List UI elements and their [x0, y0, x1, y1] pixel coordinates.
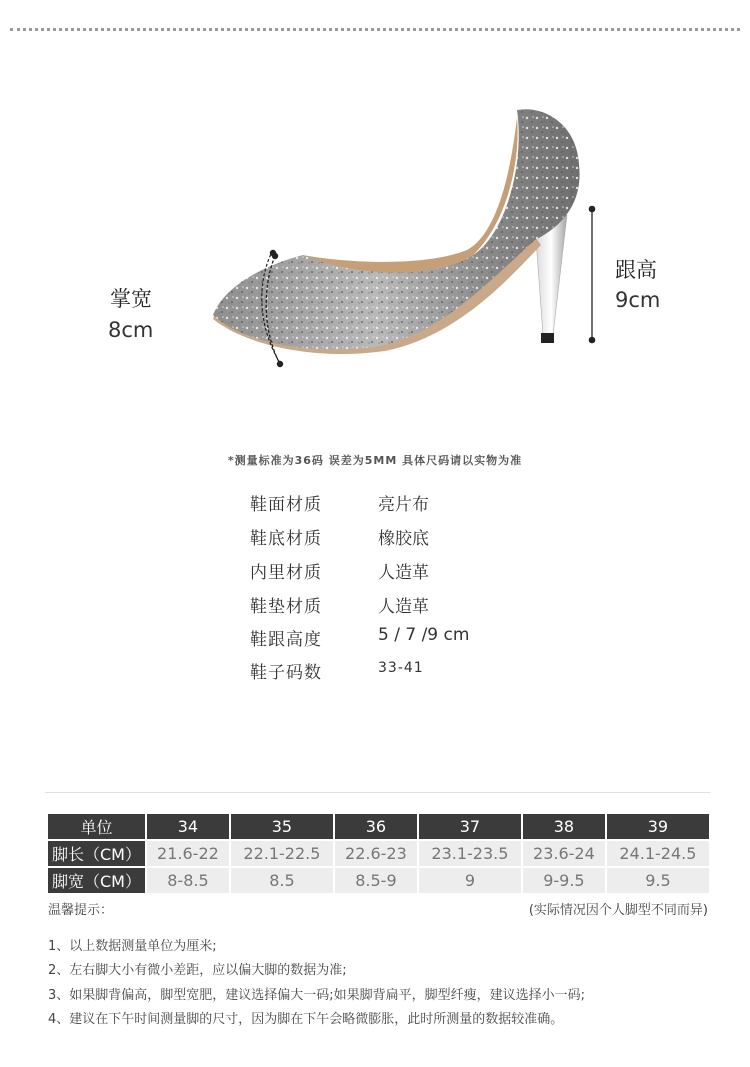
spec-key: 内里材质 — [250, 563, 322, 583]
size-chart-header-cell: 34 — [147, 814, 229, 839]
spec-key: 鞋面材质 — [250, 495, 322, 515]
palm-width-value: 8cm — [108, 318, 154, 342]
table-cell: 8.5 — [231, 868, 333, 893]
size-chart-header-cell: 38 — [523, 814, 605, 839]
table-row-label: 脚宽（CM） — [48, 868, 145, 893]
tip-item: 4、建议在下午时间测量脚的尺寸，因为脚在下午会略微膨胀，此时所测量的数据较准确。 — [48, 1012, 564, 1027]
table-cell: 21.6-22 — [147, 841, 229, 866]
size-chart-table — [46, 812, 711, 895]
size-chart-header-cell: 35 — [231, 814, 333, 839]
table-cell: 8-8.5 — [147, 868, 229, 893]
spec-row — [250, 524, 510, 548]
tip-item: 3、如果脚背偏高，脚型宽肥，建议选择偏大一码;如果脚背扁平，脚型纤瘦，建议选择小一码; — [48, 988, 586, 1003]
spec-key: 鞋跟高度 — [250, 630, 322, 650]
spec-row — [250, 658, 510, 682]
spec-row — [250, 592, 510, 616]
spec-value: 5 / 7 /9 cm — [378, 625, 470, 645]
palm-width-dimension-marker — [260, 240, 300, 370]
spec-row — [250, 490, 510, 514]
section-divider — [45, 792, 710, 793]
table-cell: 9.5 — [607, 868, 709, 893]
tip-item: 2、左右脚大小有微小差距，应以偏大脚的数据为准; — [48, 963, 347, 978]
tips-title: 温馨提示： — [48, 903, 114, 918]
spec-key: 鞋子码数 — [250, 663, 322, 683]
spec-value: 橡胶底 — [378, 529, 429, 549]
spec-row — [250, 558, 510, 582]
spec-row — [250, 625, 510, 649]
spec-key: 鞋底材质 — [250, 529, 322, 549]
table-cell: 23.1-23.5 — [419, 841, 521, 866]
size-chart-header-row — [48, 814, 709, 839]
spec-value: 人造革 — [378, 563, 429, 583]
table-cell: 22.1-22.5 — [231, 841, 333, 866]
tips-aside-note: (实际情况因个人脚型不同而异) — [528, 903, 708, 918]
measurement-note: *测量标准为36码 误差为5MM 具体尺码请以实物为准 — [227, 454, 523, 467]
table-cell: 22.6-23 — [335, 841, 417, 866]
table-row — [48, 841, 709, 866]
heel-height-dimension-marker — [584, 202, 600, 347]
table-cell: 9-9.5 — [523, 868, 605, 893]
spec-key: 鞋垫材质 — [250, 597, 322, 617]
top-dotted-divider — [10, 28, 740, 31]
table-row — [48, 868, 709, 893]
heel-height-title: 跟高 — [615, 258, 657, 282]
size-chart-header-cell: 39 — [607, 814, 709, 839]
spec-value: 33-41 — [378, 660, 424, 676]
table-cell: 24.1-24.5 — [607, 841, 709, 866]
table-cell: 9 — [419, 868, 521, 893]
size-chart-header-cell: 37 — [419, 814, 521, 839]
table-cell: 23.6-24 — [523, 841, 605, 866]
table-row-label: 脚长（CM） — [48, 841, 145, 866]
palm-width-title: 掌宽 — [110, 287, 152, 311]
spec-value: 亮片布 — [378, 495, 429, 515]
size-chart-header-cell: 单位 — [48, 814, 145, 839]
heel-height-value: 9cm — [615, 288, 661, 312]
table-cell: 8.5-9 — [335, 868, 417, 893]
size-chart-header-cell: 36 — [335, 814, 417, 839]
tip-item: 1、以上数据测量单位为厘米; — [48, 939, 217, 954]
spec-value: 人造革 — [378, 597, 429, 617]
